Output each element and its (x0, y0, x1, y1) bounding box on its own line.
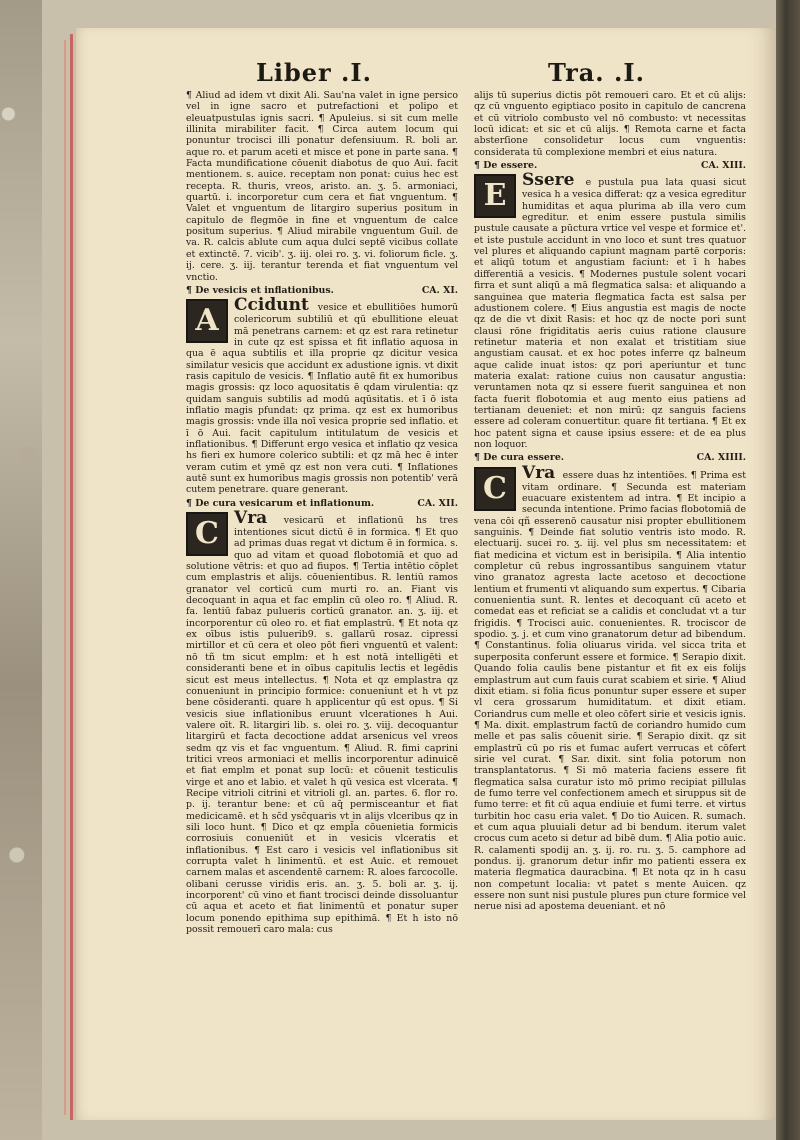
chapter-11-body (186, 297, 458, 496)
chapter-14-text: essere duas hz intentiōes. ¶ Prima est vitam ordinare. ¶ Secunda est materiam euacuare existentem ad intra. ¶ Et incipio a secunda intentione. Primo facias flobotomiā de vena cōi qñ esserenō causatur nisi propter ebullitionem sanguinis. ¶ Deinde fiat solutio ventris isto modo. R. electuarij. sucei ro. ʒ. iij. vel plus sm necessitatem: et fiat medicina et victum est in berisipila. ¶ Alia intentio completur cū rebus ingrossantibus sanguinem vtatur vino granatoz agresta lacte acetoso et decoctione lentium et frumenti vt aliquando sum expertus. ¶ Cibaria conuenientia sunt. R. lentes et decoquant cū aceto et comedat eas et reficiat se a calidis et concludat vt a tur frigidis. ¶ Trocisci auic. conuenientes. R. trociscor de spodio. ʒ. j. et cum vino granatorum detur ad bibendum. ¶ Constantinus. folia oliuarus virida. vel sicca trita et superposita conferunt essere et formice. ¶ Serapio dixit. Quando folia caulis bene pistantur et fit ex eis folijs emplastrum aut cum fauis curat scabiem et sirie. ¶ Aliud dixit etiam. si folia ficus ponuntur super essere et super vl cera grossarum humiditatum. et dixit etiam. Coriandrus cum melle et oleo cōfert sirie et vesicis ignis. ¶ Ma. dixit. emplastrum factū de coriandro humido cum melle et pas salis cōuenit sirie. ¶ Serapio dixit. qz sit emplastrū cū po ris et fumac aufert verrucas et cōfert sirie vel curat. ¶ Sar. dixit. sint folia potorum non transplantatorus. ¶ Si mō materia faciens essere fit flegmatica salsa curatur isto mō primo recipiat pillulas de fumo terre vel confectionem amech et siruppus sit de fumo terre: et fit cū aqua endiuie et fumi terre. et virtus turbitin hoc casu eria valet. ¶ Do tio Auicen. R. sumach. et cum aqua pluuiali detur ad bi bendum. iterum valet crocus cum aceto si detur ad bibē dum. ¶ Alia potio auic. R. calamenti spodij an. ʒ. ij. ro. ru. ʒ. 5. camphore ad pondus. ij. granorum detur infir mo patienti essera ex materia flegmatica dauracbina. ¶ Et nota qz in h casu non competunt localia: vt patet s mente Auicen. qz essere non sunt nisi pustule plures pun cture formice vel nerue nisi ad apostema deueniant. et nō (474, 469, 746, 913)
chapter-14-lead-word: Vra (522, 464, 556, 483)
page-edge-inner (64, 40, 66, 1115)
left-text-column (186, 90, 458, 1095)
initial-letter: C (483, 470, 507, 506)
right-text-column (474, 90, 746, 1095)
right-intro-paragraph: alijs tū superius dictis pōt remoueri caro. Et et cū alijs: qz cū vnguento egiptiaco posito in capitulo de cancrena et cū vitriolo combusto vel nō combusto: vt necessitas locū idicat: et sic et cū alijs. ¶ Remota carne et facta absterſione consolidetur locus cum vnguentis: considerata tū complexione membri et eius natura. (474, 90, 746, 158)
chapter-14-title: ¶ De cura essere. (474, 452, 565, 464)
chapter-13-rubric (474, 160, 746, 171)
initial-letter: E (483, 178, 507, 214)
chapter-12-number: CA. XII. (417, 497, 458, 509)
chapter-14-rubric (474, 452, 746, 463)
chapter-11-lead-word: Ccidunt (234, 297, 309, 316)
running-head-tractatus: Tra. .I. (548, 58, 645, 87)
chapter-11-number: CA. XI. (421, 284, 458, 296)
red-page-edge (70, 34, 73, 1120)
chapter-11-rubric (186, 285, 458, 296)
initial-letter: C (195, 516, 219, 552)
chapter-14-body (474, 465, 746, 913)
chapter-13-title: ¶ De essere. (474, 160, 538, 172)
chapter-11-title: ¶ De vesicis et inflationibus. (186, 284, 334, 296)
binding-gutter (776, 0, 800, 1140)
initial-letter: A (195, 303, 219, 339)
chapter-13-body (474, 172, 746, 450)
chapter-14-number: CA. XIIII. (696, 452, 746, 464)
chapter-12-title: ¶ De cura vesicarum et inflationum. (186, 497, 375, 509)
chapter-12-body (186, 510, 458, 935)
chapter-13-number: CA. XIII. (701, 160, 746, 172)
marbled-board-edge (0, 0, 42, 1140)
decorated-initial-e (474, 174, 516, 218)
chapter-12-rubric (186, 498, 458, 509)
chapter-12-text: vesicarū et inflationū hs tres intentiones sicut dictū ē in formica. ¶ Et quo ad primas duas regat vt dictum ē in formica. s. quo ad vitam et quoad flobotomiā et quo ad solutione vētris: et quo ad fiupos. ¶ Tertia intētio cōplet cum emplastris et alijs. cōuenientibus. R. lentiū ramos granator vel corticū cum murti ro. an. Fiant vis decoquant in aqua et fac emplin cū oleo ro. ¶ Aliud. R. fa. lentiū fabaz pulueris corticū granator. an. ʒ. iij. et incorporentur cū oleo ro. et fiat emplastrū. ¶ Et nota qz ex oībus istis puluerib9. s. gallarū rosaz. cipressi mirtillor et cū cera et oleo pōt fieri vnguentū et valent: nō tñ tm sicut emplm: et h est notā intelligēti et consideranti bene et in oībus capitulis lectis et legēdis sicut est meus intellectus. ¶ Nota et qz emplastra qz conueniunt in principio formice: conueniunt et h vt pz bene cōsideranti. quare h applicentur qū est opus. ¶ Si vesicis siue inflationibus eruunt vlcerationes h Aui. valere oīt. R. litargiri lib. s. olei ro. ʒ. viij. decoquantur litargirū et facta decoctione addat arsenicus vel vreos sedm qz vis et fac vnguentum. ¶ Aliud. R. fimi caprini tritici vreos armoniaci et mellis incorporentur adinuicē et fiat emplm et ponat sup locū: et cōuenit testiculis virge et ano et labio. et valet h qū vesica est vlcerata. ¶ Recipe vitrioli citrini et vitrioli gl. an. partes. 6. flor ro. p. ij. terantur bene: et cū aq̄ permisceantur et fiat medicicamē. et h sc̄d ysc̄quaris vt in alijs vlceribus qz in sili loco hunt. ¶ Dico et qz empl̄a cōuenietia formicis corrosiuis conueniūt et in vesicis vlceratis et inflationibus. ¶ Est caro i vesicis vel inflationibus sit corrupta valet h linimentū. et est Auic. et remouet carnem malas et ascendentē carnem: R. aloes farcocolle. olibani cerusse viridis eris. an. ʒ. 5. boli ar. ʒ. ij. incorporent' cū vino et fiant trocisci deinde dissoluantur cū aqua et aceto et fiat linimentū et ponatur super locum ponendo epithima sup epithimā. ¶ Et h isto nō possit remouerī caro mala: cus (186, 515, 458, 936)
chapter-13-lead-word: Ssere (522, 172, 575, 191)
left-intro-paragraph: ¶ Aliud ad idem vt dixit Ali. Sau'na valet in igne persico vel in igne sacro et putrefactioni et polipo et eleuatpustulas ignis sacri. ¶ Apuleius. si sit cum melle illinita mirabiliter facit. ¶ Circa autem locum qui ponuntur trocisci illi ponatur defensiuum. R. boli ar. aque ro. et parum aceti et misce et pone in parte sana. ¶ Facta mundificatione cōuenit diabotus de quo Aui. facit mentionem. s. auice. receptam non ponat: cuius hec est recepta. R. thuris, vreos, aristo. an. ʒ. 5. armoniaci, quartū. i. incorporetur cum cera et fiat vnguentum. ¶ Valet et vnguentum de litargiro superius positum in capitulo de flegmōe in fine et vnguentum de calce positum superius. ¶ Aliud mirabile vnguentum Guil. de va. R. calcis ablute cum aqua dulci septē vicibus collate et extinctē. 7. vicib'. ʒ. iij. olei ro. ʒ. vi. foliorum ficle. ʒ. ij. cere. ʒ. iij. terantur terenda et fiat vnguentum vel vnctio. (186, 90, 458, 283)
chapter-11-text: vesice et ebullitiōes humorū colericorum subtiliū et qū ebullitione eleuat mā penetrans carnem: et qz est rara retinetur in cute qz est spissa et fit inflatio aquosa in qua ē aqua subtilis et illa proprie qz dicitur vesica similatur vesicis que accidunt ex adustione ignis. vt dixit rasis capitulo de vesicis. ¶ Inflatio autē fit ex humoribus magis grossis: qz loco aquositatis ē qdam virulentia: qz quidam sanguis subtilis ad modū aqūsitatis. et ī ō ista inflatio magis pfundat: qz prima. qz est ex humoribus magis grossis: vnde illa noī vesica proprie sed inflatio. et ī ō Aui. facit capitulum intitulatum de vesicis et inflationibus. ¶ Differunt ergo vesica et inflatio qz vesica hs fieri ex humore colerico subtili: et qz mā hec ē inter veram cutim et ymē qz est non vera cuti. ¶ Inflationes autē sunt ex humoribus magis grossis non potentib' verā cutem penetrare. quare generant. (186, 302, 458, 496)
running-head-liber: Liber .I. (256, 58, 372, 87)
decorated-initial-a (186, 299, 228, 343)
decorated-initial-c (186, 512, 228, 556)
chapter-13-text: e pustula pua lata quasi sicut vesica h a vesica differat: qz a vesica egreditur humiditas et aqua plurima ab illa vero cum egreditur. et enim essere pustula similis pustule causate a pūctura vrtice vel vespe et formice et'. et iste pustule accidunt in vno loco et sunt tres quatuor vel plures et aliquando capiunt magnam partē corporis: et aliqū totum et angustiam faciunt: et ī h habes differentiā a vesicis. ¶ Modernes pustule solent vocari firra et sunt aliqū a mā flegmatica salsa: et aliquando a sanguinea que materia flegmatica facta est salsa per adustionem colere. ¶ Eius angustia est magis de nocte qz de die vt dixit Rasis: et hoc qz de nocte pori sunt clausi rōne frigiditatis aeris cuius ratione clausure retinetur materia et non exalat et tristitiam siue angustiam causat. et ex hoc potes inferre qz balneum aque calide inuat istos: qz pori aperiuntur et tunc materia exalat: ratione cuius non causatur angustia: veruntamen nota qz si essere fuerit sanguinea et non facta fuerit flobotomia et aug mento eius patiens ad tertianam deueniet: et non mirū: qz sanguis faciens essere ad coleram conuertitur. quare fit tertiana. ¶ Et ex hoc patent signa et cause ipsius essere: et de ea plus non loquor. (474, 177, 746, 450)
decorated-initial-c (474, 467, 516, 511)
chapter-12-lead-word: Vra (234, 510, 268, 529)
